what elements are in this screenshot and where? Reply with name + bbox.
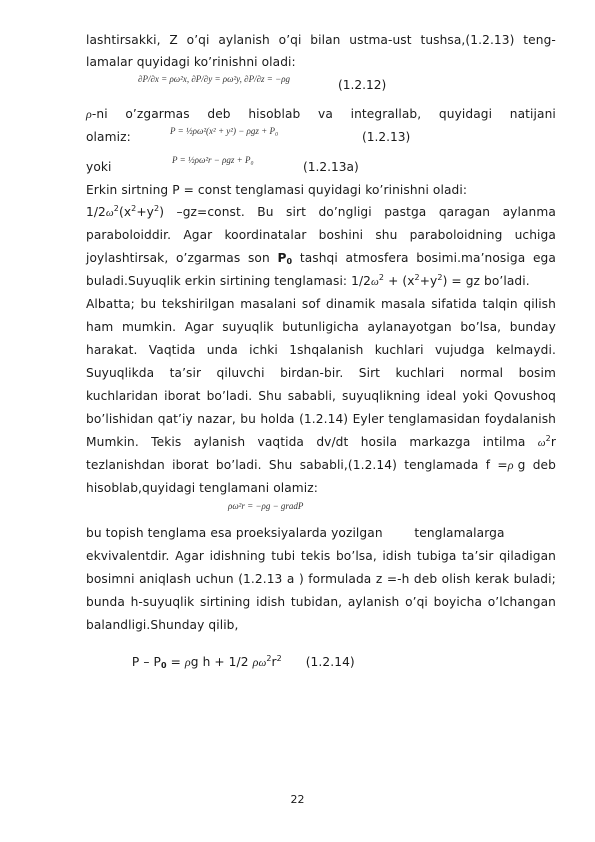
text-line-1: lashtirsakki, Z o’qi aylanish o’qi bilan ustma-ust tushsa,(1.2.13) teng- xyxy=(86,33,556,47)
equation-1-2-13: P = ½ρω²(x² + y²) − ρgz + P₀ xyxy=(170,126,279,136)
text-line-16: bo’lishidan qat’iy nazar, bu holda (1.2.14) Eyler tenglamasidan foydalanish xyxy=(86,412,556,426)
equation-grad: ρω²r = −ρg − gradP xyxy=(228,501,304,511)
text-line-21: ekvivalentdir. Agar idishning tubi tekis bo’lsa, idish tubiga ta’sir qiladigan xyxy=(86,549,556,563)
text-line-10: buladi.Suyuqlik erkin sirtining tenglamasi: $1/2\omega^2 + (x^2+y^2)$ = gz bo’ladi. xyxy=(86,273,530,288)
text-line-12: ham mumkin. Agar suyuqlik butunligicha aylanayotgan bo’lsa, bunday xyxy=(86,320,556,334)
text-line-3: ρ-ni o’zgarmas deb hisoblab va integrallab, quyidagi natijani xyxy=(86,107,556,121)
text-line-24: balandligi.Shunday qilib, xyxy=(86,618,239,632)
text-line-8: paraboloiddir. Agar koordinatalar boshini shu paraboloidning uchiga xyxy=(86,228,556,242)
text-line-4: olamiz: xyxy=(86,130,131,144)
formula-1-2-14: $P - P_0 = \rho g$ h + 1/2 $\rho\omega^2r^2$ (1.2.14) xyxy=(131,654,355,670)
text-line-22: bosimni aniqlash uchun (1.2.13 a ) formulada z =-h deb olish kerak buladi; xyxy=(86,572,556,586)
text-line-20: bu topish tenglama esa proeksiyalarda yozilgan tenglamalarga xyxy=(86,526,505,540)
text-line-15: kuchlaridan iborat bo’ladi. Shu sababli, suyuqlikning ideal yoki Qovushoq xyxy=(86,389,556,403)
text-line-6: Erkin sirtning P = const tenglamasi quyidagi ko’rinishni oladi: xyxy=(86,183,468,197)
equation-label: (1.2.13a) xyxy=(303,160,359,174)
omega-symbol: ω xyxy=(105,207,114,219)
text-line-19: hisoblab,quyidagi tenglamani olamiz: xyxy=(86,481,318,495)
text-line-9: joylashtirsak, o’zgarmas son $P_0$ tashqi atmosfera bosimi.ma’nosiga ega xyxy=(86,251,556,266)
rho-symbol: ρ xyxy=(86,107,92,121)
equation-1-2-12: ∂P/∂x = ρω²x, ∂P/∂y = ρω²y, ∂P/∂z = −ρg xyxy=(138,74,291,84)
text-line-7: $1/2\omega^2(x^2+y^2)$ –gz=const. Bu sirt do’ngligi pastga qaragan aylanma xyxy=(86,204,556,219)
equation-label: (1.2.13) xyxy=(362,130,411,144)
page-number: 22 xyxy=(290,793,305,806)
text-line-11: Albatta; bu tekshirilgan masalani sof dinamik masala sifatida talqin qilish xyxy=(86,297,556,311)
equation-label: (1.2.12) xyxy=(338,78,387,92)
text-line-23: bunda h-suyuqlik sirtining idish tubidan, aylanish o’qi boyicha o’lchangan xyxy=(86,595,556,609)
text-line-2: lamalar quyidagi ko’rinishni oladi: xyxy=(86,55,296,69)
equation-1-2-13a: P = ½ρω²r − ρgz + P₀ xyxy=(172,155,254,165)
text-line-17: Mumkin. Tekis aylanish vaqtida dv/dt hosila markazga intilma $\omega^2r$ xyxy=(86,434,556,449)
text-line-14: Suyuqlikda ta’sir qiluvchi birdan-bir. Sirt kuchlari normal bosim xyxy=(86,366,556,380)
text-line-13: harakat. Vaqtida unda ichki 1shqalanish kuchlari vujudga kelmaydi. xyxy=(86,343,556,357)
text-line-18: tezlanishdan iborat bo’ladi. Shu sababli,(1.2.14) tenglamada f =ρ g deb xyxy=(86,458,556,472)
text-line-5: yoki xyxy=(86,160,112,174)
